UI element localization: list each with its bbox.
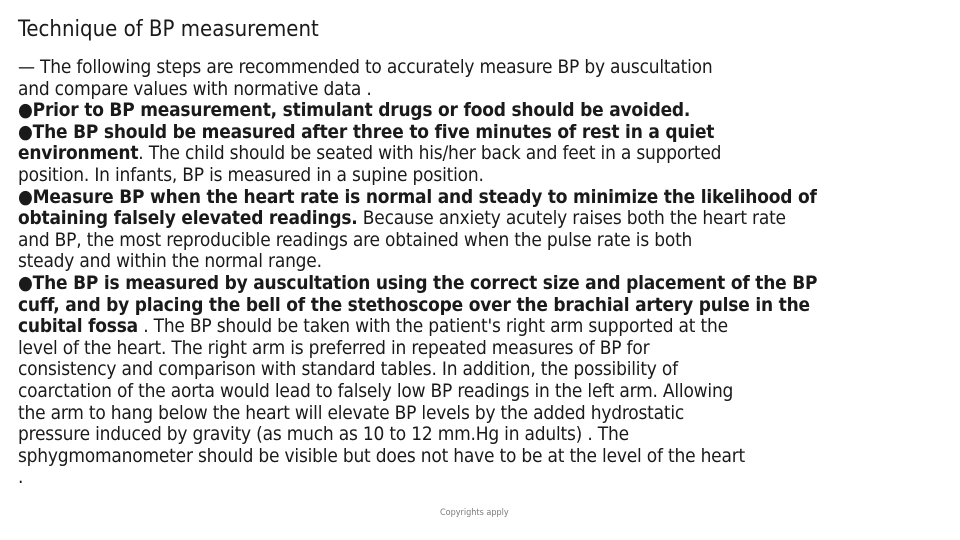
bullet-dot: ● bbox=[18, 271, 33, 294]
plain-text: Because anxiety acutely raises both the heart rate bbox=[357, 207, 786, 230]
bullet-item-4-line-8: pressure induced by gravity (as much as 10 to 12 mm.Hg in adults) . The bbox=[18, 423, 629, 446]
bullet-item-4-line-5: consistency and comparison with standard tables. In addition, the possibility of bbox=[18, 358, 678, 381]
bold-text: obtaining falsely elevated readings. bbox=[18, 207, 358, 230]
bullet-item-3 bbox=[18, 187, 955, 209]
bullet-item-4-line-9: sphygmomanometer should be visible but does not have to be at the level of the heart bbox=[18, 444, 745, 467]
bullet-dot: ● bbox=[18, 185, 33, 208]
bullet-item-2-line-1: The BP should be measured after three to five minutes of rest in a quiet bbox=[32, 120, 715, 143]
plain-text: . The child should be seated with his/her back and feet in a supported bbox=[138, 142, 722, 165]
bullet-item-4-line-7: the arm to hang below the heart will elevate BP levels by the added hydrostatic bbox=[18, 401, 685, 424]
plain-text: . The BP should be taken with the patient's right arm supported at the bbox=[137, 315, 728, 338]
bullet-item-3-line-4: steady and within the normal range. bbox=[18, 250, 322, 273]
bullet-item-2-line-3: position. In infants, BP is measured in a supine position. bbox=[18, 163, 484, 186]
bullet-item-3-line-2 bbox=[18, 208, 955, 230]
intro-line-1: — The following steps are recommended to accurately measure BP by auscultation bbox=[18, 56, 713, 78]
bullet-item-4-line-1: The BP is measured by auscultation using the correct size and placement of the BP bbox=[32, 271, 818, 294]
bullet-dot: ● bbox=[18, 99, 33, 122]
bullet-item-4-line-10: . bbox=[18, 466, 24, 489]
bullet-item-2-line-2 bbox=[18, 143, 955, 165]
bullet-item-4-line-6: coarctation of the aorta would lead to falsely low BP readings in the left arm. Allowing bbox=[18, 379, 734, 402]
bullet-item-3-line-1: Measure BP when the heart rate is normal and steady to minimize the likelihood of bbox=[32, 185, 817, 208]
bullet-item-4-line-3 bbox=[18, 316, 955, 338]
bullet-item-4-line-2: cuff, and by placing the bell of the stethoscope over the brachial artery pulse in the bbox=[18, 293, 810, 316]
copyright-notice: Copyrights apply bbox=[440, 508, 509, 518]
slide-body bbox=[18, 57, 958, 489]
slide-title: Technique of BP measurement bbox=[18, 17, 319, 42]
bullet-item-1 bbox=[18, 100, 955, 122]
bullet-item-4 bbox=[18, 273, 955, 295]
bullet-item-3-line-3: and BP, the most reproducible readings are obtained when the pulse rate is both bbox=[18, 228, 693, 251]
bullet-item-4-line-4: level of the heart. The right arm is preferred in repeated measures of BP for bbox=[18, 336, 650, 359]
bullet-item-2 bbox=[18, 122, 955, 144]
intro-line-2: and compare values with normative data . bbox=[18, 77, 372, 100]
bullet-item-1-text: Prior to BP measurement, stimulant drugs or food should be avoided. bbox=[32, 99, 691, 122]
bold-text: cubital fossa bbox=[18, 315, 138, 338]
bullet-dot: ● bbox=[18, 120, 33, 143]
bold-text: environment bbox=[18, 142, 139, 165]
